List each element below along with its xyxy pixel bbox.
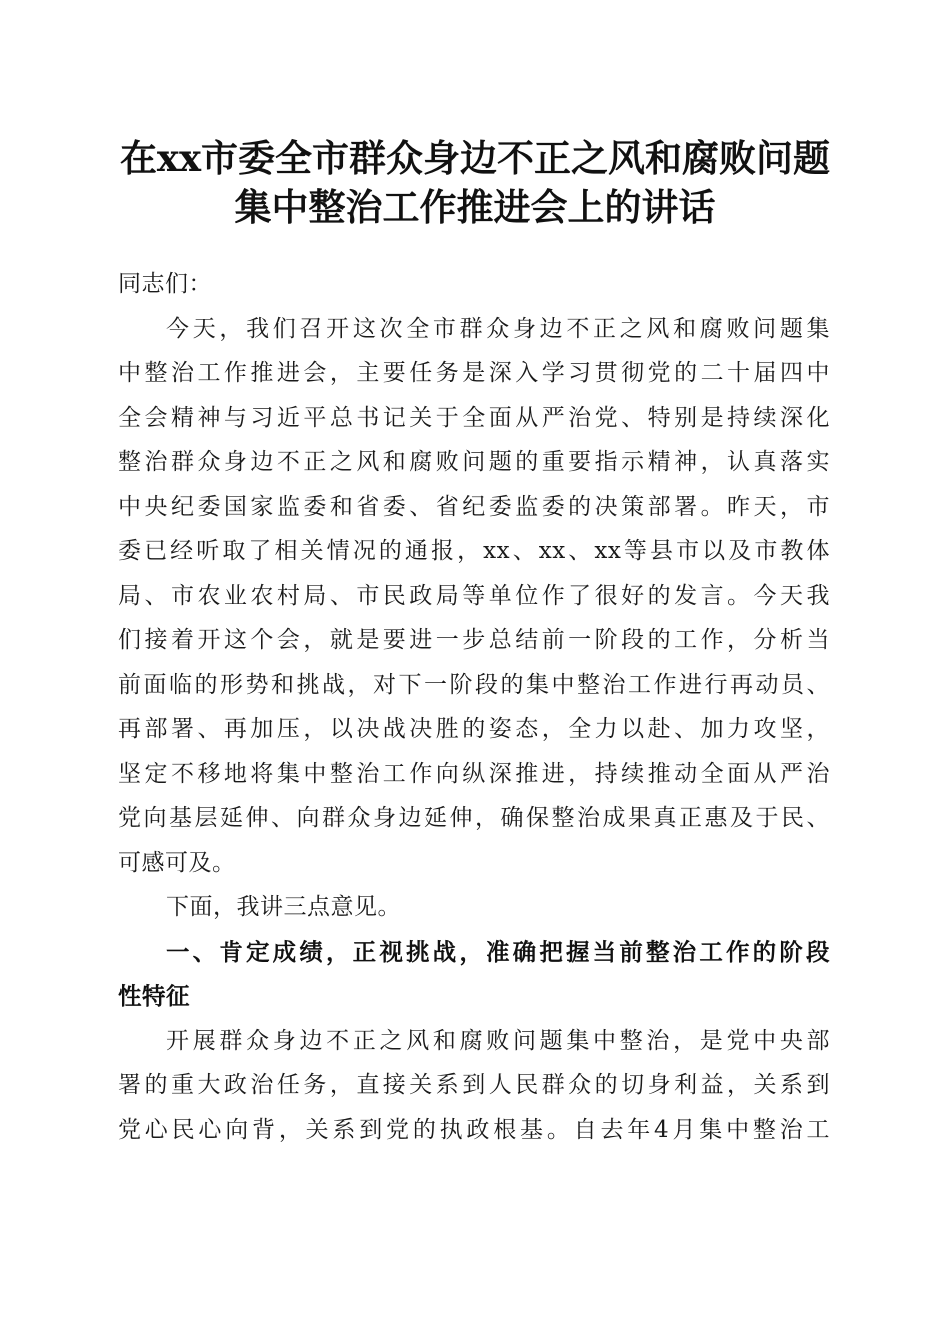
paragraph-1-line: 全会精神与习近平总书记关于全面从严治党、特别是持续深化 (118, 404, 830, 431)
document-title-line-2: 集中整治工作推进会上的讲话 (234, 185, 716, 229)
paragraph-3-line: 党心民心向背，关系到党的执政根基。自去年4月集中整治工 (118, 1116, 830, 1143)
paragraph-2: 下面，我讲三点意见。 (166, 894, 401, 920)
section-1-heading-line: 一、肯定成绩，正视挑战，准确把握当前整治工作的阶段 (166, 937, 830, 966)
paragraph-1-line: 坚定不移地将集中整治工作向纵深推进，持续推动全面从严治 (118, 760, 830, 787)
paragraph-3-line: 开展群众身边不正之风和腐败问题集中整治，是党中央部 (166, 1027, 830, 1054)
paragraph-1-line: 们接着开这个会，就是要进一步总结前一阶段的工作，分析当 (118, 627, 830, 653)
section-1-heading-line: 性特征 (118, 982, 190, 1010)
paragraph-3-line: 署的重大政治任务，直接关系到人民群众的切身利益，关系到 (118, 1072, 830, 1098)
paragraph-1-line: 局、市农业农村局、市民政局等单位作了很好的发言。今天我 (118, 582, 830, 609)
paragraph-1-line: 党向基层延伸、向群众身边延伸，确保整治成果真正惠及于民、 (118, 805, 830, 831)
paragraph-1-line: 今天，我们召开这次全市群众身边不正之风和腐败问题集 (166, 315, 830, 342)
salutation: 同志们： (118, 271, 212, 297)
document-body (118, 262, 830, 1152)
document-title-line-1: 在xx市委全市群众身边不正之风和腐败问题 (119, 136, 831, 180)
paragraph-1-line: 中整治工作推进会，主要任务是深入学习贯彻党的二十届四中 (118, 360, 830, 386)
paragraph-1-line: 整治群众身边不正之风和腐败问题的重要指示精神，认真落实 (118, 449, 830, 475)
paragraph-1-line: 可感可及。 (118, 849, 236, 876)
paragraph-1-line: 前面临的形势和挑战，对下一阶段的集中整治工作进行再动员、 (118, 671, 830, 698)
paragraph-1-line: 中央纪委国家监委和省委、省纪委监委的决策部署。昨天，市 (118, 493, 830, 520)
paragraph-1-line: 委已经听取了相关情况的通报，xx、xx、xx等县市以及市教体 (118, 538, 830, 564)
paragraph-1-line: 再部署、再加压，以决战决胜的姿态，全力以赴、加力攻坚， (118, 716, 830, 742)
